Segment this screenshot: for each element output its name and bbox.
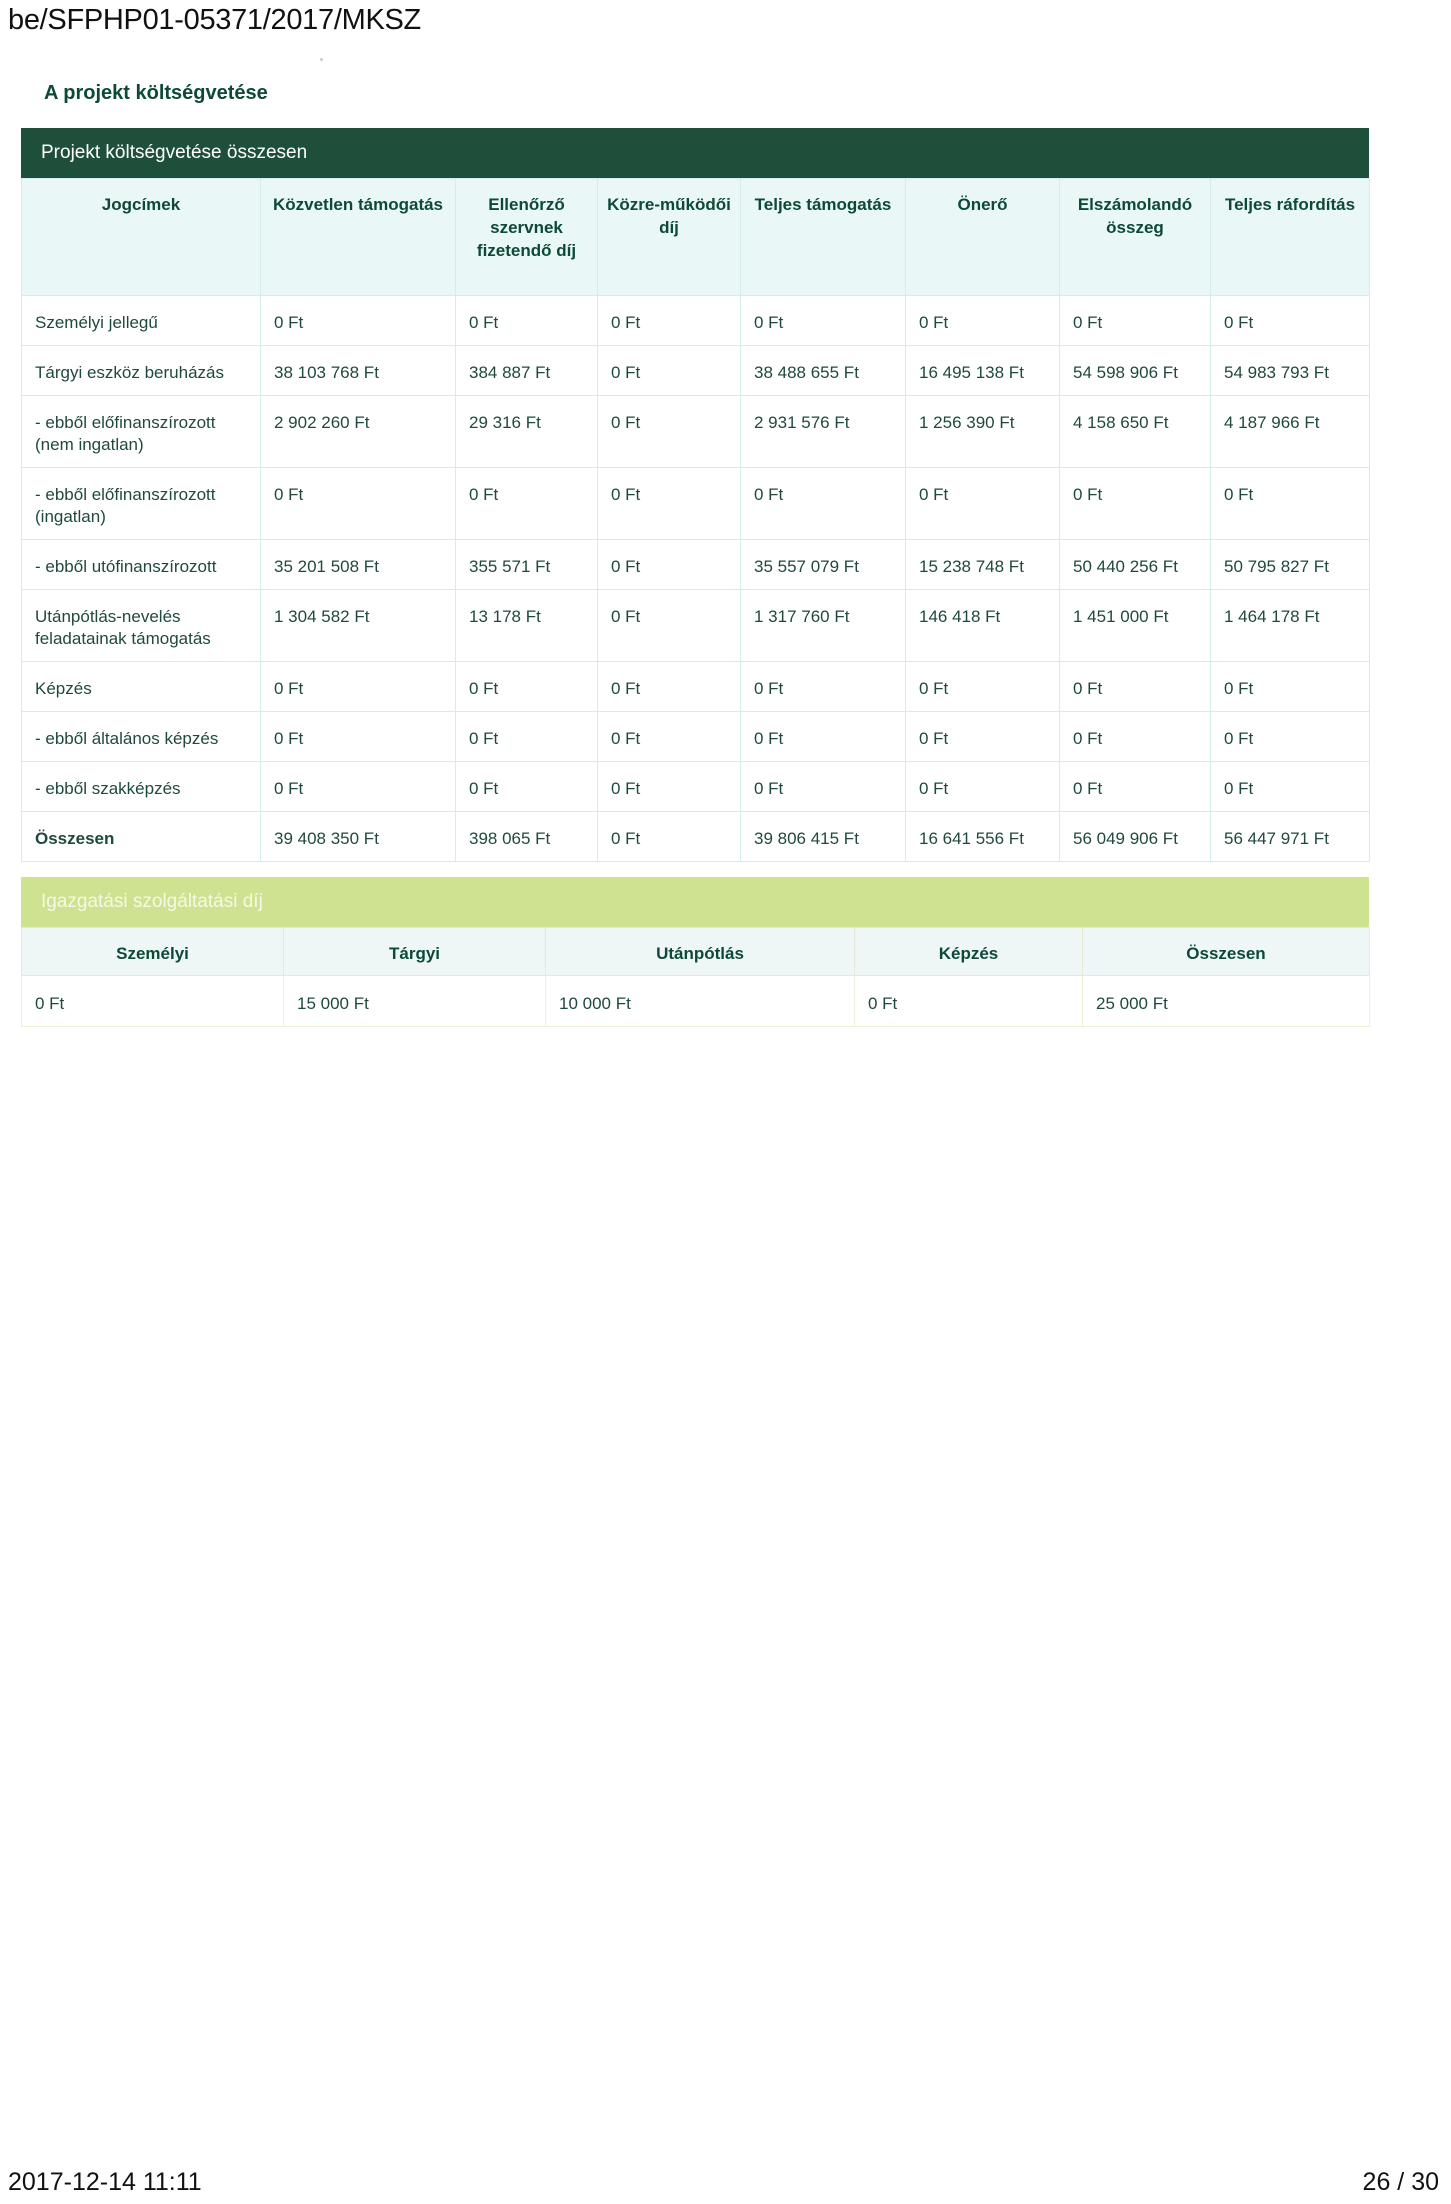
table-cell: 0 Ft bbox=[1211, 662, 1370, 712]
table-cell: 0 Ft bbox=[855, 976, 1083, 1027]
table-cell: 0 Ft bbox=[1060, 662, 1211, 712]
table-cell: 4 158 650 Ft bbox=[1060, 396, 1211, 468]
table-cell: 0 Ft bbox=[598, 812, 741, 862]
table-cell: 0 Ft bbox=[261, 762, 456, 812]
table-cell: 1 304 582 Ft bbox=[261, 590, 456, 662]
table-cell: 10 000 Ft bbox=[546, 976, 855, 1027]
table-cell: 0 Ft bbox=[598, 396, 741, 468]
table-cell: 0 Ft bbox=[456, 762, 598, 812]
table-row bbox=[22, 662, 1370, 712]
table-cell: 1 451 000 Ft bbox=[1060, 590, 1211, 662]
table-cell: 146 418 Ft bbox=[906, 590, 1060, 662]
budget-summary-panel bbox=[21, 128, 1369, 862]
budget-panel-header: Projekt költségvetése összesen bbox=[21, 128, 1369, 178]
table-cell: 25 000 Ft bbox=[1083, 976, 1370, 1027]
table-row bbox=[22, 468, 1370, 540]
table-cell: 0 Ft bbox=[741, 712, 906, 762]
table-cell: 1 256 390 Ft bbox=[906, 396, 1060, 468]
row-label: - ebből előfinanszírozott (ingatlan) bbox=[22, 468, 261, 540]
table-cell: 4 187 966 Ft bbox=[1211, 396, 1370, 468]
table-cell: 0 Ft bbox=[1211, 762, 1370, 812]
admin-fee-header: Igazgatási szolgáltatási díj bbox=[21, 877, 1369, 927]
table-cell: 39 806 415 Ft bbox=[741, 812, 906, 862]
table-cell: 13 178 Ft bbox=[456, 590, 598, 662]
table-cell: 0 Ft bbox=[598, 662, 741, 712]
table-row bbox=[22, 712, 1370, 762]
table-cell: 0 Ft bbox=[598, 540, 741, 590]
column-header: Személyi bbox=[22, 928, 284, 976]
table-cell: 0 Ft bbox=[261, 468, 456, 540]
table-cell: 0 Ft bbox=[598, 296, 741, 346]
row-label: - ebből általános képzés bbox=[22, 712, 261, 762]
table-cell: 0 Ft bbox=[456, 712, 598, 762]
table-cell: 38 488 655 Ft bbox=[741, 346, 906, 396]
table-cell: 0 Ft bbox=[598, 712, 741, 762]
table-cell: 16 641 556 Ft bbox=[906, 812, 1060, 862]
print-timestamp: 2017-12-14 11:11 bbox=[8, 2168, 202, 2196]
document-id: be/SFPHP01-05371/2017/MKSZ bbox=[8, 4, 421, 36]
table-row bbox=[22, 296, 1370, 346]
table-cell: 1 317 760 Ft bbox=[741, 590, 906, 662]
table-cell: 0 Ft bbox=[741, 662, 906, 712]
table-cell: 35 201 508 Ft bbox=[261, 540, 456, 590]
table-cell: 0 Ft bbox=[598, 762, 741, 812]
table-cell: 0 Ft bbox=[906, 662, 1060, 712]
table-cell: 54 983 793 Ft bbox=[1211, 346, 1370, 396]
table-cell: 0 Ft bbox=[741, 468, 906, 540]
table-row bbox=[22, 346, 1370, 396]
table-cell: 0 Ft bbox=[261, 712, 456, 762]
table-cell: 39 408 350 Ft bbox=[261, 812, 456, 862]
table-cell: 1 464 178 Ft bbox=[1211, 590, 1370, 662]
table-row bbox=[22, 590, 1370, 662]
column-header: Közvetlen támogatás bbox=[261, 179, 456, 296]
scan-speck bbox=[320, 58, 323, 61]
table-cell: 54 598 906 Ft bbox=[1060, 346, 1211, 396]
column-header: Ellenőrző szervnek fizetendő díj bbox=[456, 179, 598, 296]
column-header: Képzés bbox=[855, 928, 1083, 976]
table-cell: 384 887 Ft bbox=[456, 346, 598, 396]
table-cell: 0 Ft bbox=[456, 468, 598, 540]
table-cell: 0 Ft bbox=[1211, 712, 1370, 762]
table-cell: 50 440 256 Ft bbox=[1060, 540, 1211, 590]
table-cell: 0 Ft bbox=[1060, 762, 1211, 812]
table-cell: 0 Ft bbox=[1060, 712, 1211, 762]
table-cell: 0 Ft bbox=[22, 976, 284, 1027]
table-cell: 0 Ft bbox=[598, 468, 741, 540]
table-cell: 0 Ft bbox=[598, 346, 741, 396]
budget-table bbox=[21, 178, 1370, 862]
table-cell: 0 Ft bbox=[906, 762, 1060, 812]
table-cell: 2 902 260 Ft bbox=[261, 396, 456, 468]
table-cell: 16 495 138 Ft bbox=[906, 346, 1060, 396]
row-label: Képzés bbox=[22, 662, 261, 712]
table-cell: 0 Ft bbox=[261, 662, 456, 712]
table-cell: 35 557 079 Ft bbox=[741, 540, 906, 590]
table-cell: 0 Ft bbox=[1060, 296, 1211, 346]
column-header: Elszámolandó összeg bbox=[1060, 179, 1211, 296]
column-header: Teljes támogatás bbox=[741, 179, 906, 296]
row-label: Tárgyi eszköz beruházás bbox=[22, 346, 261, 396]
row-label: - ebből előfinanszírozott (nem ingatlan) bbox=[22, 396, 261, 468]
table-cell: 0 Ft bbox=[456, 296, 598, 346]
table-cell: 29 316 Ft bbox=[456, 396, 598, 468]
row-label: Összesen bbox=[22, 812, 261, 862]
total-row bbox=[22, 812, 1370, 862]
table-cell: 0 Ft bbox=[741, 762, 906, 812]
fee-header-row bbox=[22, 928, 1370, 976]
table-cell: 38 103 768 Ft bbox=[261, 346, 456, 396]
row-label: Utánpótlás-nevelés feladatainak támogatás bbox=[22, 590, 261, 662]
admin-fee-table bbox=[21, 927, 1370, 1027]
row-label: - ebből szakképzés bbox=[22, 762, 261, 812]
table-cell: 15 238 748 Ft bbox=[906, 540, 1060, 590]
table-cell: 56 447 971 Ft bbox=[1211, 812, 1370, 862]
admin-fee-panel bbox=[21, 877, 1369, 1027]
table-cell: 0 Ft bbox=[741, 296, 906, 346]
table-cell: 0 Ft bbox=[598, 590, 741, 662]
column-header: Önerő bbox=[906, 179, 1060, 296]
table-cell: 0 Ft bbox=[1211, 296, 1370, 346]
column-header: Tárgyi bbox=[284, 928, 546, 976]
table-cell: 355 571 Ft bbox=[456, 540, 598, 590]
table-cell: 0 Ft bbox=[1211, 468, 1370, 540]
table-cell: 0 Ft bbox=[456, 662, 598, 712]
table-cell: 56 049 906 Ft bbox=[1060, 812, 1211, 862]
budget-header-row bbox=[22, 179, 1370, 296]
table-cell: 0 Ft bbox=[1060, 468, 1211, 540]
table-cell: 398 065 Ft bbox=[456, 812, 598, 862]
table-cell: 15 000 Ft bbox=[284, 976, 546, 1027]
table-cell: 2 931 576 Ft bbox=[741, 396, 906, 468]
column-header: Összesen bbox=[1083, 928, 1370, 976]
column-header: Teljes ráfordítás bbox=[1211, 179, 1370, 296]
table-cell: 50 795 827 Ft bbox=[1211, 540, 1370, 590]
row-label: Személyi jellegű bbox=[22, 296, 261, 346]
table-cell: 0 Ft bbox=[261, 296, 456, 346]
table-row bbox=[22, 762, 1370, 812]
table-row bbox=[22, 396, 1370, 468]
section-title: A projekt költségvetése bbox=[44, 82, 268, 104]
column-header: Utánpótlás bbox=[546, 928, 855, 976]
table-cell: 0 Ft bbox=[906, 712, 1060, 762]
page-number: 26 / 30 bbox=[1362, 2168, 1439, 2196]
table-row bbox=[22, 976, 1370, 1027]
row-label: - ebből utófinanszírozott bbox=[22, 540, 261, 590]
table-cell: 0 Ft bbox=[906, 468, 1060, 540]
table-cell: 0 Ft bbox=[906, 296, 1060, 346]
column-header: Jogcímek bbox=[22, 179, 261, 296]
column-header: Közre-működői díj bbox=[598, 179, 741, 296]
table-row bbox=[22, 540, 1370, 590]
